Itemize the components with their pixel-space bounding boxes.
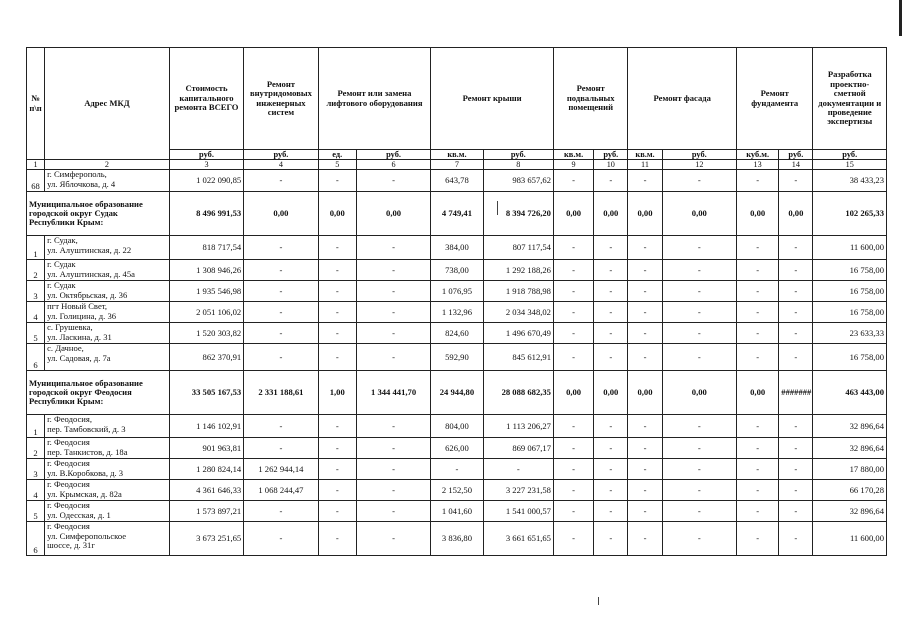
row-value: 824,60 [431,323,483,344]
row-value: - [779,323,813,344]
row-value: 0,00 [553,192,593,236]
row-value: 102 265,33 [813,192,887,236]
row-address: г. Феодосия ул. Симферопольское шоссе, д. 31г [45,522,170,556]
row-value: 3 661 651,65 [483,522,553,556]
row-value: 0,00 [737,192,779,236]
row-value: - [737,344,779,371]
row-value: - [594,415,628,438]
row-value: 24 944,80 [431,371,483,415]
unit-cell: кв.м. [553,150,593,160]
col-number: 2 [45,160,170,170]
row-value: 0,00 [662,192,736,236]
row-value: - [553,260,593,281]
row-value: 0,00 [737,371,779,415]
row-value: - [737,480,779,501]
col-number: 10 [594,160,628,170]
row-value: 384,00 [431,236,483,260]
row-value: 1 132,96 [431,302,483,323]
col-number: 5 [318,160,356,170]
row-value: - [356,302,430,323]
table-row [27,501,887,522]
row-value: 28 088 682,35 [483,371,553,415]
col-header-elevator: Ремонт или замена лифтового оборудования [318,48,431,150]
row-value: - [737,170,779,192]
row-value: 1 041,60 [431,501,483,522]
row-value: - [318,459,356,480]
row-value: - [779,344,813,371]
row-value: - [662,415,736,438]
col-number: 12 [662,160,736,170]
unit-cell: руб. [356,150,430,160]
unit-cell: руб. [483,150,553,160]
row-value: - [318,415,356,438]
row-value: 16 758,00 [813,281,887,302]
row-value: - [737,260,779,281]
row-address: г. Феодосия ул. В.Коробкова, д. 3 [45,459,170,480]
row-value: - [356,480,430,501]
row-value: - [356,344,430,371]
table-row [27,480,887,501]
unit-cell: ед. [318,150,356,160]
unit-cell: руб. [169,150,243,160]
row-address: г. Феодосия ул. Одесская, д. 1 [45,501,170,522]
row-value: - [244,236,318,260]
row-value: - [553,459,593,480]
row-value: - [553,522,593,556]
row-value: 3 673 251,65 [169,522,243,556]
row-number: 68 [27,170,45,192]
row-address: г. Феодосия пер. Танкистов, д. 18а [45,438,170,459]
table-row [27,170,887,192]
row-value: 862 370,91 [169,344,243,371]
row-value: - [553,415,593,438]
col-number: 15 [813,160,887,170]
row-value: - [431,459,483,480]
row-value: - [662,522,736,556]
row-value: - [662,260,736,281]
row-value: - [594,522,628,556]
row-value: 0,00 [662,371,736,415]
row-value: - [662,281,736,302]
row-value: - [628,344,662,371]
row-value: 16 758,00 [813,302,887,323]
row-value: - [779,480,813,501]
row-value: - [737,323,779,344]
col-number: 8 [483,160,553,170]
row-value: - [553,344,593,371]
table-row [27,236,887,260]
row-value: 1 076,95 [431,281,483,302]
row-number: 2 [27,438,45,459]
col-header-engineering: Ремонт внутридомовых инженерных систем [244,48,318,150]
row-value: - [628,170,662,192]
row-value: - [356,415,430,438]
row-value: - [483,459,553,480]
col-number: 11 [628,160,662,170]
row-value: 1 573 897,21 [169,501,243,522]
table-row [27,522,887,556]
row-value: - [662,323,736,344]
group-name: Муниципальное образование городской округ Судак Республики Крым: [27,192,170,236]
row-address: г. Симферополь, ул. Яблочкова, д. 4 [45,170,170,192]
row-value: - [662,236,736,260]
col-number: 13 [737,160,779,170]
header-row [27,48,887,150]
row-value: - [594,323,628,344]
row-value: - [318,522,356,556]
row-value: - [244,344,318,371]
row-value: 2 034 348,02 [483,302,553,323]
col-number: 14 [779,160,813,170]
row-address: г. Феодосия ул. Крымская, д. 82а [45,480,170,501]
row-value: - [356,438,430,459]
table-row [27,459,887,480]
table-row [27,323,887,344]
row-value: - [553,501,593,522]
row-value: 983 657,62 [483,170,553,192]
row-value: 1 935 546,98 [169,281,243,302]
row-value: - [779,260,813,281]
row-value: 3 227 231,58 [483,480,553,501]
row-address: с. Грушевка, ул. Ласкина, д. 31 [45,323,170,344]
row-value: - [737,522,779,556]
row-value: - [779,459,813,480]
row-value: - [594,170,628,192]
table-row [27,438,887,459]
row-value: 1 520 303,82 [169,323,243,344]
row-value: - [594,302,628,323]
row-value: - [628,438,662,459]
row-value: 8 394 726,20 [483,192,553,236]
row-value: 0,00 [628,371,662,415]
row-value: - [662,302,736,323]
scan-edge-mark [899,0,902,36]
row-value: - [737,302,779,323]
row-value: - [737,438,779,459]
row-value: - [662,501,736,522]
table-row [27,344,887,371]
row-number: 1 [27,415,45,438]
unit-cell: руб. [594,150,628,160]
row-number: 1 [27,236,45,260]
row-value: - [737,236,779,260]
unit-cell: кв.м. [431,150,483,160]
row-value: - [244,170,318,192]
col-number: 6 [356,160,430,170]
col-header-design: Разработка проектно-сметной документации и проведение экспертизы [813,48,887,150]
row-value: 463 443,00 [813,371,887,415]
row-value: - [594,438,628,459]
row-value: 818 717,54 [169,236,243,260]
row-value: 32 896,64 [813,438,887,459]
col-header-facade: Ремонт фасада [628,48,737,150]
row-value: - [318,260,356,281]
table-row [27,415,887,438]
row-number: 3 [27,459,45,480]
row-value: 4 361 646,33 [169,480,243,501]
row-value: 1 068 244,47 [244,480,318,501]
row-value: 0,00 [594,192,628,236]
col-number: 1 [27,160,45,170]
row-value: - [244,501,318,522]
row-value: 1 918 788,98 [483,281,553,302]
group-row [27,192,887,236]
col-number: 7 [431,160,483,170]
row-value: - [628,480,662,501]
row-value: - [318,281,356,302]
row-value: - [628,323,662,344]
scan-artifact [598,597,599,605]
table-row [27,281,887,302]
repair-register-table [26,47,887,556]
row-value: - [628,236,662,260]
row-value: - [553,438,593,459]
row-value: - [318,236,356,260]
row-value: 0,00 [779,192,813,236]
unit-cell: кв.м. [628,150,662,160]
row-value: 16 758,00 [813,344,887,371]
row-value: - [779,302,813,323]
row-number: 6 [27,344,45,371]
row-value: - [779,501,813,522]
row-value: - [628,501,662,522]
row-value: 1 113 206,27 [483,415,553,438]
row-value: - [356,170,430,192]
row-value: 4 749,41 [431,192,483,236]
unit-cell: руб. [662,150,736,160]
row-value: - [244,323,318,344]
row-value: - [628,459,662,480]
row-value: - [662,344,736,371]
row-value: - [244,260,318,281]
row-value: 869 067,17 [483,438,553,459]
row-address: г. Судак, ул. Алуштинская, д. 22 [45,236,170,260]
row-value: - [594,260,628,281]
row-value: - [356,459,430,480]
row-value: - [356,522,430,556]
row-value: 592,90 [431,344,483,371]
row-value: - [628,415,662,438]
unit-cell: руб. [244,150,318,160]
row-value: ####### [779,371,813,415]
row-value: 0,00 [318,192,356,236]
row-value: - [737,459,779,480]
row-value: - [594,501,628,522]
row-value: - [244,438,318,459]
row-value: 66 170,28 [813,480,887,501]
row-value: 1 292 188,26 [483,260,553,281]
col-header-basement: Ремонт подвальных помещений [553,48,627,150]
row-value: 0,00 [356,192,430,236]
row-value: - [244,415,318,438]
row-value: 8 496 991,53 [169,192,243,236]
row-value: - [356,281,430,302]
row-value: - [553,323,593,344]
row-value: 0,00 [628,192,662,236]
column-number-row [27,160,887,170]
row-value: 643,78 [431,170,483,192]
row-value: 1 280 824,14 [169,459,243,480]
row-value: 738,00 [431,260,483,281]
row-value: - [737,281,779,302]
row-value: 23 633,33 [813,323,887,344]
row-value: - [356,323,430,344]
row-value: - [594,480,628,501]
row-value: - [662,459,736,480]
row-value: - [244,281,318,302]
row-value: 807 117,54 [483,236,553,260]
row-value: - [318,344,356,371]
row-value: - [244,522,318,556]
row-value: 16 758,00 [813,260,887,281]
row-value: - [662,438,736,459]
row-value: - [594,459,628,480]
row-value: - [318,323,356,344]
col-header-roof: Ремонт крыши [431,48,554,150]
row-value: 0,00 [594,371,628,415]
row-value: 33 505 167,53 [169,371,243,415]
row-value: - [356,236,430,260]
col-number: 3 [169,160,243,170]
row-value: - [356,260,430,281]
col-header-foundation: Ремонт фундамента [737,48,813,150]
row-number: 5 [27,323,45,344]
row-value: 0,00 [553,371,593,415]
row-value: 17 880,00 [813,459,887,480]
row-value: - [318,438,356,459]
row-value: - [628,281,662,302]
row-address: с. Дачное, ул. Садовая, д. 7а [45,344,170,371]
table-row [27,260,887,281]
row-number: 4 [27,480,45,501]
row-value: 11 600,00 [813,236,887,260]
col-header-no: № п\п [27,48,45,160]
row-address: г. Судак ул. Октябрьская, д. 36 [45,281,170,302]
row-address: г. Судак ул. Алуштинская, д. 45а [45,260,170,281]
col-header-address: Адрес МКД [45,48,170,160]
row-value: 1,00 [318,371,356,415]
unit-cell: руб. [813,150,887,160]
row-value: - [553,302,593,323]
row-value: - [779,438,813,459]
row-number: 3 [27,281,45,302]
row-value: - [553,281,593,302]
table-body [27,170,887,556]
row-value: - [553,480,593,501]
row-value: - [553,170,593,192]
col-header-total: Стоимость капитального ремонта ВСЕГО [169,48,243,150]
row-value: 2 152,50 [431,480,483,501]
row-value: 38 433,23 [813,170,887,192]
row-value: - [662,480,736,501]
row-value: - [628,302,662,323]
unit-cell: куб.м. [737,150,779,160]
row-value: - [628,260,662,281]
row-value: - [779,522,813,556]
row-value: 1 344 441,70 [356,371,430,415]
row-value: 845 612,91 [483,344,553,371]
row-number: 4 [27,302,45,323]
row-value: 11 600,00 [813,522,887,556]
row-value: - [662,170,736,192]
row-address: г. Феодосия, пер. Тамбовский, д. 3 [45,415,170,438]
row-value: - [779,415,813,438]
row-value: 1 541 000,57 [483,501,553,522]
row-value: 2 331 188,61 [244,371,318,415]
group-name: Муниципальное образование городской округ Феодосия Республики Крым: [27,371,170,415]
row-value: - [244,302,318,323]
row-number: 5 [27,501,45,522]
row-value: - [737,501,779,522]
row-value: 2 051 106,02 [169,302,243,323]
row-value: 804,00 [431,415,483,438]
unit-cell: руб. [779,150,813,160]
row-value: 32 896,64 [813,415,887,438]
row-value: 1 308 946,26 [169,260,243,281]
col-number: 9 [553,160,593,170]
row-value: - [594,281,628,302]
row-number: 6 [27,522,45,556]
row-value: 626,00 [431,438,483,459]
row-value: - [779,236,813,260]
row-value: - [318,170,356,192]
row-value: 32 896,64 [813,501,887,522]
row-value: - [356,501,430,522]
row-value: 3 836,80 [431,522,483,556]
row-value: 1 022 090,85 [169,170,243,192]
row-value: - [553,236,593,260]
row-value: - [318,501,356,522]
row-value: - [318,302,356,323]
group-row [27,371,887,415]
col-number: 4 [244,160,318,170]
row-value: 1 262 944,14 [244,459,318,480]
row-value: - [628,522,662,556]
row-value: - [779,170,813,192]
row-value: - [594,344,628,371]
row-value: - [318,480,356,501]
row-value: - [779,281,813,302]
row-address: пгт Новый Свет, ул. Голицина, д. 36 [45,302,170,323]
row-number: 2 [27,260,45,281]
row-value: 1 146 102,91 [169,415,243,438]
row-value: - [594,236,628,260]
row-value: 0,00 [244,192,318,236]
row-value: 901 963,81 [169,438,243,459]
table-row [27,302,887,323]
row-value: - [737,415,779,438]
row-value: 1 496 670,49 [483,323,553,344]
